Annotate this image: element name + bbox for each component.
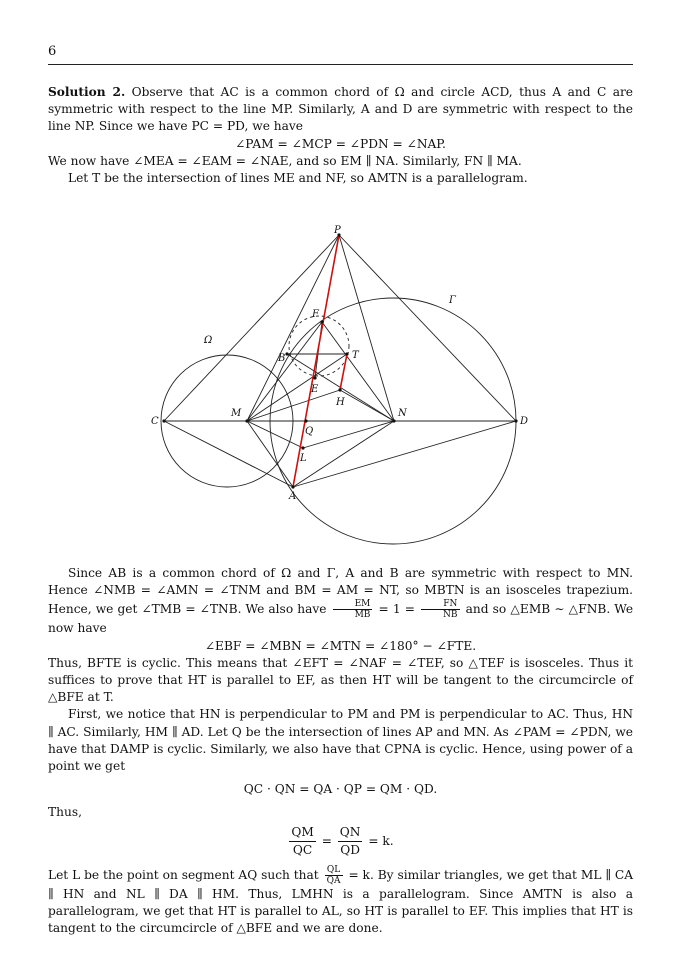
point-c	[162, 419, 165, 422]
frac-equals-one: = 1 =	[378, 602, 415, 617]
paragraph-6: First, we notice that HN is perpendicular to PM and PM is perpendicular to AC. Thus, HN ∥ AC. Similarly, HM ∥ AD. Let Q be the intersection of lines AP and MN. As ∠PAM = ∠PDN, we have that DAMP is cyclic. Similarly, we also have that CPNA is cyclic. Hence, using power of a point we get	[48, 707, 633, 774]
segment-nf	[322, 322, 394, 421]
label-a: A	[289, 491, 297, 502]
point-e	[313, 376, 316, 379]
label-f: F	[312, 309, 319, 320]
point-n	[392, 419, 395, 422]
segment-ht	[340, 354, 347, 390]
segment-da	[293, 421, 516, 487]
label-p: P	[334, 225, 341, 236]
label-b: B	[278, 353, 286, 364]
segment-mf	[247, 322, 322, 421]
label-omega: Ω	[204, 335, 213, 346]
point-h	[338, 388, 341, 391]
solution-label: Solution 2.	[48, 85, 126, 99]
equation-2: ∠EBF = ∠MBN = ∠MTN = ∠180° − ∠FTE.	[204, 638, 477, 653]
fraction-fn-nb	[421, 599, 460, 620]
thus-label: Thus,	[48, 805, 82, 820]
label-t: T	[352, 350, 359, 361]
frac-qd: QD	[340, 842, 360, 857]
paragraph-7-start: Let L be the point on segment AQ such that	[48, 868, 319, 883]
equation-4	[48, 824, 633, 859]
paragraph-4-end: and so △EMB ∼ △FNB. We now have	[48, 602, 634, 636]
paragraph-7-end: = k. By similar triangles, we get that ML ∥ CA ∥ HN and NL ∥ DA ∥ HM. Thus, LMHN is a parallelogram. Since AMTN is also a parallelogram, we get that HT is parallel to AL, so HT is parallel to EF. This implies that HT is tangent to the circumcircle of △BFE and we are done.	[48, 868, 634, 936]
fraction-ql-qa	[325, 865, 343, 886]
frac-nb: NB	[443, 610, 458, 621]
paragraph-7	[48, 865, 633, 938]
point-q	[304, 419, 307, 422]
point-l	[301, 446, 304, 449]
label-e: E	[311, 384, 319, 395]
label-m: M	[231, 408, 242, 419]
page-number: 6	[48, 44, 57, 59]
point-f	[320, 320, 323, 323]
paragraph-5: Thus, BFTE is cyclic. This means that ∠EFT = ∠NAF = ∠TEF, so △TEF is isosceles. Thus it suffices to prove that HT is parallel to EF, as then HT will be tangent to the circumcircle of △BFE at T.	[48, 655, 633, 705]
solution-intro	[48, 84, 633, 187]
fraction-qm-qc	[289, 824, 315, 859]
label-l: L	[300, 453, 307, 464]
frac-qn: QN	[338, 824, 363, 842]
label-c: C	[151, 416, 159, 427]
segment-ml	[247, 421, 303, 448]
segment-mt	[247, 354, 347, 421]
header-rule	[48, 64, 633, 65]
frac-qc: QC	[292, 842, 313, 857]
point-t	[345, 352, 348, 355]
point-m	[245, 419, 248, 422]
label-n: N	[398, 408, 407, 419]
segment-pn	[339, 235, 394, 421]
paragraph-4-start: Since AB is a common chord of Ω and Γ, A and B are symmetric with respect to MN. Hence ∠NMB = ∠AMN = ∠TNM and BM = AM = NT, so MBTN is an isosceles trapezium. Hence, we get ∠TMB = ∠TNB. We also have	[48, 566, 633, 617]
fraction-qn-qd	[338, 824, 363, 859]
line-ap	[293, 235, 339, 487]
equation-1: ∠PAM = ∠MCP = ∠PDN = ∠NAP.	[235, 136, 446, 151]
point-a	[291, 485, 294, 488]
segment-nl	[303, 421, 394, 448]
eq4-end: = k.	[368, 833, 394, 848]
frac-fn: FN	[421, 599, 460, 610]
frac-qa: QA	[326, 876, 341, 887]
paragraph-4	[48, 565, 633, 638]
solution-body	[48, 565, 633, 938]
frac-qm: QM	[289, 824, 315, 842]
segment-pm	[247, 235, 339, 421]
geometry-figure	[0, 225, 680, 555]
segment-mh	[247, 390, 340, 421]
frac-ql: QL	[325, 865, 343, 876]
fraction-em-mb	[333, 599, 373, 620]
frac-em: EM	[333, 599, 373, 610]
equation-3: QC · QN = QA · QP = QM · QD.	[243, 782, 438, 797]
frac-mb: MB	[354, 610, 371, 621]
paragraph-2: We now have ∠MEA = ∠EAM = ∠NAE, and so EM ∥ NA. Similarly, FN ∥ MA.	[48, 153, 522, 168]
label-q: Q	[305, 426, 314, 437]
label-h: H	[336, 397, 345, 408]
point-d	[514, 419, 517, 422]
segment-pd	[339, 235, 516, 421]
paragraph-1: Observe that AC is a common chord of Ω and circle ACD, thus A and C are symmetric with respect to the line MP. Similarly, A and D are symmetric with respect to the line NP. Since we have PC = PD, we have	[48, 85, 633, 134]
point-b	[285, 352, 288, 355]
segment-ca	[164, 421, 293, 487]
label-gamma: Γ	[449, 295, 456, 306]
paragraph-3: Let T be the intersection of lines ME and NF, so AMTN is a parallelogram.	[68, 171, 528, 186]
eq4-equals: =	[321, 833, 332, 848]
label-d: D	[520, 416, 529, 427]
